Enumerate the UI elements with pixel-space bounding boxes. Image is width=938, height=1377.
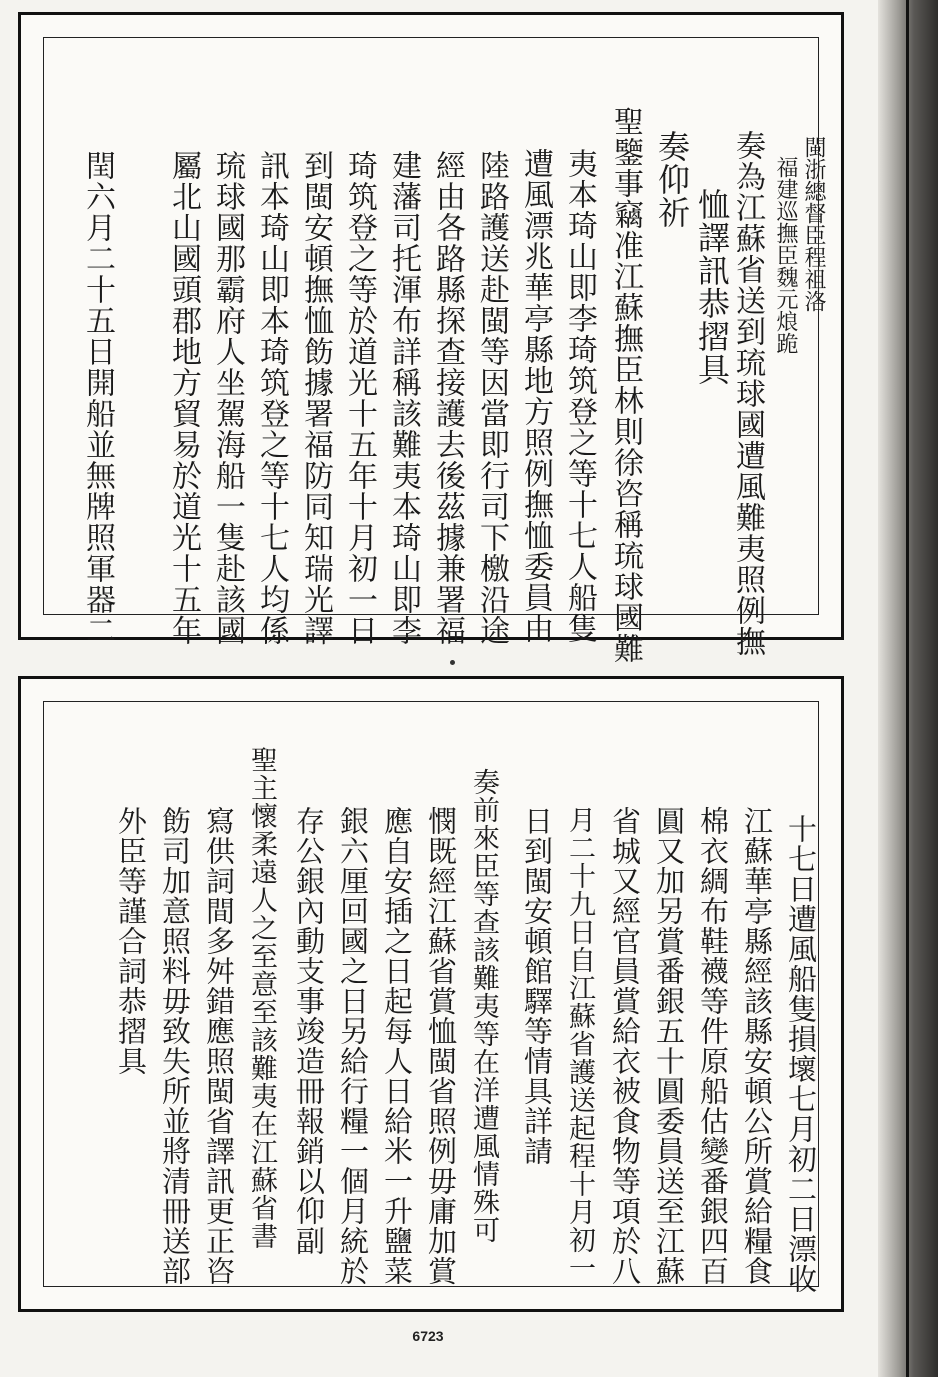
text-column: 外臣等謹合詞恭摺具: [114, 806, 148, 1076]
page-mark: [450, 660, 455, 665]
text-column: 琉球國那霸府人坐駕海船一隻赴該國: [210, 150, 245, 646]
text-column: 閩浙總督臣程祖洛: [801, 136, 826, 312]
text-column: 陸路護送赴閩等因當即行司下檄沿途: [474, 150, 509, 646]
text-column: 省城又經官員賞給衣被食物等項於八: [608, 806, 642, 1286]
text-column: 奏為江蘇省送到琉球國遭風難夷照例撫: [730, 130, 765, 657]
text-column: 奏前來臣等查該難夷等在洋遭風情殊可: [468, 768, 499, 1244]
memorial-page-top: [18, 12, 844, 664]
text-column: 經由各路縣探查接護去後茲據兼署福: [430, 150, 465, 646]
text-column: 銀六厘回國之日另給行糧一個月統於: [336, 806, 370, 1286]
text-column: 福建巡撫臣魏元烺跪: [773, 156, 798, 354]
text-column: 寫供詞間多舛錯應照閩省譯訊更正咨: [202, 806, 236, 1286]
text-column: 奏仰祈: [653, 130, 691, 229]
binding-edge: [878, 0, 938, 1377]
memorial-page-bottom: [18, 676, 844, 1312]
text-column: 琦筑登之等於道光十五年十月初一日: [342, 150, 377, 646]
text-column: 到閩安頓撫恤飭據署福防同知瑞光譯: [298, 150, 333, 646]
text-column: 飭司加意照料毋致失所並將清冊送部: [158, 806, 192, 1286]
text-column: 閏六月二十五日開船並無牌照軍器二: [80, 150, 115, 646]
text-column: 十七日遭風船隻損壞七月初二日漂收: [784, 814, 818, 1294]
text-column: 應自安插之日起每人日給米一升鹽菜: [380, 806, 414, 1286]
page-number: 6723: [412, 1328, 444, 1344]
text-column: 建藩司托渾布詳稱該難夷本琦山即李: [386, 150, 421, 646]
page-frame-top: [43, 37, 826, 664]
text-column: 憫既經江蘇省賞恤閩省照例毋庸加賞: [424, 806, 458, 1286]
text-column: 夷本琦山即李琦筑登之等十七人船隻: [562, 148, 597, 644]
text-column: 日到閩安頓館驛等情具詳請: [520, 806, 554, 1166]
text-column: 遭風漂兆華亭縣地方照例撫恤委員由: [518, 148, 553, 644]
text-column: 訊本琦山即本琦筑登之等十七人均係: [254, 150, 289, 646]
page-frame-bottom: [43, 701, 819, 1294]
text-column: 存公銀內動支事竣造冊報銷以仰副: [292, 806, 326, 1256]
text-column: 江蘇華亭縣經該縣安頓公所賞給糧食: [740, 806, 774, 1286]
text-column: 圓又加另賞番銀五十圓委員送至江蘇: [652, 806, 686, 1286]
text-column: 月二十九日自江蘇省護送起程十月初一: [564, 806, 595, 1282]
text-column: 屬北山國頭郡地方貿易於道光十五年: [166, 150, 201, 646]
binding-stripe: [906, 0, 909, 1377]
text-column: 恤譯訊恭摺具: [693, 188, 731, 386]
text-column: 棉衣綢布鞋襪等件原船估變番銀四百: [696, 806, 730, 1286]
text-column: 聖鑒事竊准江蘇撫臣林則徐咨稱琉球國難: [608, 106, 643, 664]
text-column: 聖主懷柔遠人之至意至該難夷在江蘇省書: [246, 746, 277, 1250]
